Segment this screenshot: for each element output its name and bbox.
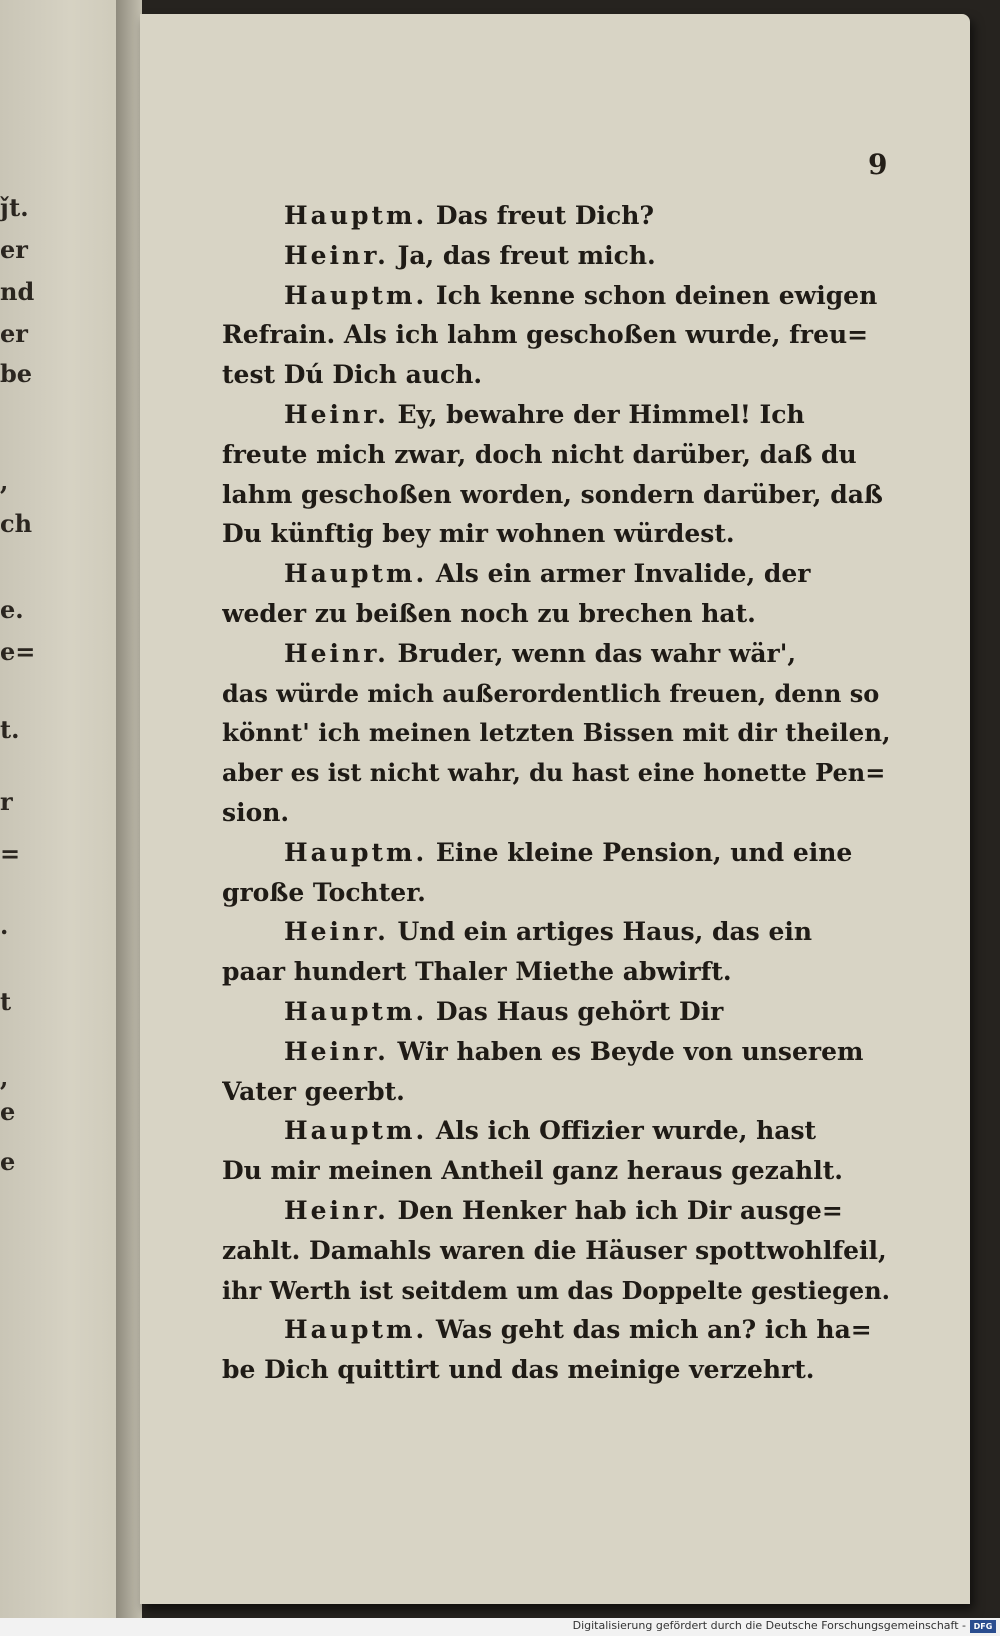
- left-page-fragment: ,: [0, 467, 9, 496]
- left-page-fragment: ǰt.: [0, 193, 29, 222]
- line-text: Ja, das freut mich.: [397, 240, 656, 270]
- left-page-fragment: be: [0, 359, 33, 388]
- line-text: Du künftig bey mir wohnen würdest.: [222, 519, 735, 549]
- left-page-text-fragments: [0, 0, 118, 1636]
- line-text: ihr Werth ist seitdem um das Doppelte gestiegen.: [222, 1275, 890, 1305]
- text-line: [222, 1072, 892, 1112]
- text-line: [222, 1151, 892, 1191]
- text-line: [222, 1191, 892, 1231]
- speaker-name: Heinr.: [284, 1036, 389, 1066]
- line-text: Ich kenne schon deinen ewigen: [435, 280, 878, 310]
- left-page-fragment: ch: [0, 509, 33, 538]
- text-line: [222, 912, 892, 952]
- line-text: weder zu beißen noch zu brechen hat.: [222, 598, 756, 628]
- line-text: Vater geerbt.: [222, 1076, 405, 1106]
- speaker-name: Hauptm.: [284, 837, 428, 867]
- line-text: freute mich zwar, doch nicht darüber, daß du: [222, 439, 857, 469]
- text-line: [222, 554, 892, 594]
- dialogue-text-block: [222, 196, 892, 1390]
- line-text: Und ein artiges Haus, das ein: [397, 917, 813, 947]
- left-page-fragment: er: [0, 235, 28, 264]
- speaker-name: Heinr.: [284, 638, 389, 668]
- footer-credit-text: Digitalisierung gefördert durch die Deutsche Forschungsgemeinschaft -: [572, 1619, 966, 1632]
- line-text: lahm geschoßen worden, sondern darüber, daß: [222, 479, 883, 509]
- text-line: [222, 1111, 892, 1151]
- line-text: Das freut Dich?: [435, 201, 655, 230]
- line-text: könnt' ich meinen letzten Bissen mit dir theilen,: [222, 718, 891, 748]
- speaker-name: Hauptm.: [284, 559, 428, 589]
- left-page-fragment: nd: [0, 277, 35, 306]
- dfg-logo: DFG: [970, 1620, 996, 1633]
- left-page-fragment: t: [0, 987, 12, 1016]
- text-line: [222, 1231, 892, 1271]
- text-line: [222, 674, 892, 714]
- line-text: zahlt. Damahls waren die Häuser spottwohlfeil,: [222, 1235, 887, 1265]
- text-line: [222, 952, 892, 992]
- text-line: [222, 753, 892, 793]
- left-page-fragment: e=: [0, 637, 36, 666]
- text-line: [222, 276, 892, 316]
- text-line: [222, 1032, 892, 1072]
- line-text: Als ich Offizier wurde, hast: [435, 1116, 817, 1146]
- speaker-name: Heinr.: [284, 240, 389, 270]
- line-text: Das Haus gehört Dir: [435, 996, 724, 1026]
- left-page-fragment: e: [0, 1147, 16, 1176]
- line-text: Was geht das mich an? ich ha=: [435, 1315, 872, 1345]
- line-text: sion.: [222, 797, 290, 827]
- speaker-name: Heinr.: [284, 1195, 389, 1225]
- line-text: große Tochter.: [222, 877, 426, 907]
- speaker-name: Hauptm.: [284, 1315, 428, 1345]
- text-line: [222, 793, 892, 833]
- left-page-fragment: e.: [0, 595, 24, 624]
- text-line: [222, 594, 892, 634]
- text-line: [222, 833, 892, 873]
- page-number: 9: [868, 148, 888, 181]
- text-line: [222, 992, 892, 1032]
- left-page-fragment: er: [0, 319, 28, 348]
- text-line: [222, 1310, 892, 1350]
- text-line: [222, 713, 892, 753]
- speaker-name: Hauptm.: [284, 280, 428, 310]
- line-text: aber es ist nicht wahr, du hast eine honette Pen=: [222, 758, 886, 788]
- text-line: [222, 395, 892, 435]
- text-line: [222, 634, 892, 674]
- speaker-name: Heinr.: [284, 399, 389, 429]
- text-line: [222, 873, 892, 913]
- book-gutter: [116, 0, 142, 1636]
- text-line: [222, 475, 892, 515]
- line-text: test Dú Dich auch.: [222, 360, 483, 390]
- line-text: Du mir meinen Antheil ganz heraus gezahlt.: [222, 1156, 843, 1186]
- text-line: [222, 514, 892, 554]
- left-page-fragment: t.: [0, 715, 20, 744]
- line-text: Bruder, wenn das wahr wär',: [397, 638, 797, 668]
- left-page-fragment: =: [0, 839, 21, 868]
- left-page-fragment: ,: [0, 1063, 9, 1092]
- line-text: paar hundert Thaler Miethe abwirft.: [222, 957, 732, 987]
- speaker-name: Hauptm.: [284, 996, 428, 1026]
- line-text: Refrain. Als ich lahm geschoßen wurde, freu=: [222, 320, 869, 350]
- speaker-name: Heinr.: [284, 917, 389, 947]
- line-text: Den Henker hab ich Dir ausge=: [397, 1195, 843, 1225]
- line-text: Als ein armer Invalide, der: [435, 559, 811, 589]
- left-page-fragment: .: [0, 911, 9, 940]
- footer-credit-bar: [0, 1618, 1000, 1636]
- speaker-name: Hauptm.: [284, 1116, 428, 1146]
- text-line: [222, 236, 892, 276]
- line-text: das würde mich außerordentlich freuen, denn so: [222, 678, 880, 708]
- text-line: [222, 1271, 892, 1311]
- line-text: Eine kleine Pension, und eine: [435, 837, 853, 867]
- text-line: [222, 1350, 892, 1390]
- text-line: [222, 196, 892, 236]
- left-page-fragment: e: [0, 1097, 16, 1126]
- line-text: be Dich quittirt und das meinige verzehrt.: [222, 1355, 815, 1385]
- text-line: [222, 435, 892, 475]
- line-text: Wir haben es Beyde von unserem: [397, 1036, 864, 1066]
- left-page-fragment: r: [0, 787, 13, 816]
- line-text: Ey, bewahre der Himmel! Ich: [397, 399, 805, 429]
- text-line: [222, 315, 892, 355]
- speaker-name: Hauptm.: [284, 201, 428, 230]
- text-line: [222, 355, 892, 395]
